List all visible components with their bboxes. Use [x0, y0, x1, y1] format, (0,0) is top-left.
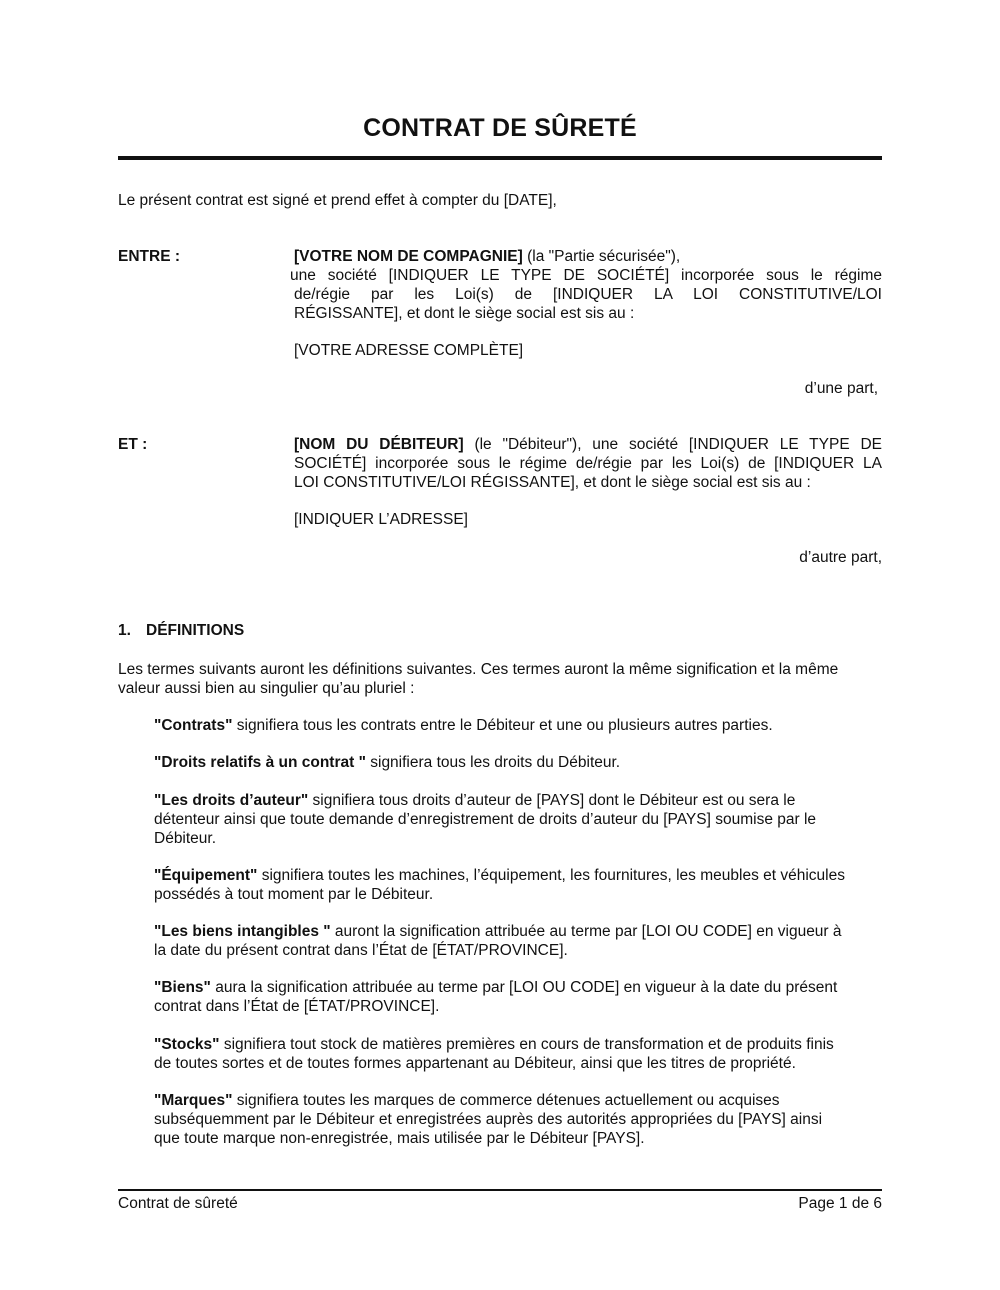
party-entre-role: (la "Partie sécurisée"),	[522, 248, 681, 265]
definition-text: aura la signification attribuée au terme par [LOI OU CODE] en vigueur à la date du présent	[210, 979, 838, 996]
definition-equipement	[154, 866, 882, 904]
party-et-closing: d’autre part,	[799, 549, 882, 566]
party-entre-address: [VOTRE ADRESSE COMPLÈTE]	[294, 342, 524, 359]
definition-term: "Stocks"	[154, 1036, 220, 1053]
section-heading-definitions	[118, 622, 244, 640]
footer-page-number: Page 1 de 6	[798, 1195, 882, 1212]
definition-term: "Droits relatifs à un contrat "	[154, 754, 366, 771]
definition-term: "Équipement"	[154, 867, 258, 884]
party-et-name: [NOM DU DÉBITEUR]	[294, 436, 464, 453]
party-et-block	[294, 435, 882, 492]
footer-divider	[118, 1189, 882, 1191]
intro-paragraph: Le présent contrat est signé et prend effet à compter du [DATE],	[118, 192, 557, 209]
definition-biens-intangibles	[154, 922, 882, 960]
definition-contrats	[154, 716, 882, 735]
definition-term: "Les droits d’auteur"	[154, 792, 309, 809]
party-entre-block	[290, 247, 882, 323]
definition-text: signifiera tous les droits du Débiteur.	[365, 754, 621, 771]
party-label-et: ET :	[118, 436, 148, 453]
party-entre-name: [VOTRE NOM DE COMPAGNIE]	[294, 248, 523, 265]
section-intro-line-1: Les termes suivants auront les définitions suivantes. Ces termes auront la même signification et la même	[118, 661, 839, 678]
party-entre-line-2: de/régie par les Loi(s) de [INDIQUER LA LOI CONSTITUTIVE/LOI	[294, 286, 882, 303]
party-entre-line-3: RÉGISSANTE], et dont le siège social est sis au :	[294, 305, 635, 322]
definition-text: signifiera toutes les machines, l’équipement, les fournitures, les meubles et véhicules	[257, 867, 845, 884]
definition-term: "Marques"	[154, 1092, 233, 1109]
title-divider	[118, 156, 882, 160]
footer-document-name: Contrat de sûreté	[118, 1195, 238, 1212]
party-entre-line-1: une société [INDIQUER LE TYPE DE SOCIÉTÉ] incorporée sous le régime	[290, 267, 882, 284]
definition-text: que toute marque non-enregistrée, mais utilisée par le Débiteur [PAYS].	[154, 1130, 645, 1147]
definition-biens	[154, 978, 882, 1016]
definition-text: signifiera tous droits d’auteur de [PAYS] dont le Débiteur est ou sera le	[308, 792, 796, 809]
definition-text: contrat dans l’État de [ÉTAT/PROVINCE].	[154, 998, 440, 1015]
party-et-line-2: LOI CONSTITUTIVE/LOI RÉGISSANTE], et dont le siège social est sis au :	[294, 474, 811, 491]
document-title: CONTRAT DE SÛRETÉ	[363, 114, 637, 142]
definition-text: de toutes sortes et de toutes formes appartenant au Débiteur, ainsi que les titres de propriété.	[154, 1055, 796, 1072]
definition-text: auront la signification attribuée au terme par [LOI OU CODE] en vigueur à	[330, 923, 842, 940]
definition-term: "Biens"	[154, 979, 211, 996]
definition-stocks	[154, 1035, 882, 1073]
definition-droits-contrat	[154, 753, 882, 772]
party-et-role: (le "Débiteur"), une société [INDIQUER LE TYPE DE	[463, 436, 882, 453]
definition-droits-auteur	[154, 791, 882, 848]
section-title: DÉFINITIONS	[146, 622, 245, 639]
party-et-address: [INDIQUER L’ADRESSE]	[294, 511, 468, 528]
definition-text: signifiera tous les contrats entre le Débiteur et une ou plusieurs autres parties.	[232, 717, 773, 734]
definition-text: possédés à tout moment par le Débiteur.	[154, 886, 434, 903]
definition-term: "Les biens intangibles "	[154, 923, 331, 940]
definition-text: Débiteur.	[154, 830, 217, 847]
definition-text: la date du présent contrat dans l’État de [ÉTAT/PROVINCE].	[154, 942, 568, 959]
party-label-entre: ENTRE :	[118, 248, 180, 265]
definition-marques	[154, 1091, 882, 1148]
party-entre-closing: d’une part,	[804, 380, 878, 397]
definition-text: détenteur ainsi que toute demande d’enregistrement de droits d’auteur du [PAYS] soumise par le	[154, 811, 817, 828]
section-intro-line-2: valeur aussi bien au singulier qu’au pluriel :	[118, 680, 415, 697]
section-number: 1.	[118, 622, 131, 639]
party-et-line-1: SOCIÉTÉ] incorporée sous le régime de/régie par les Loi(s) de [INDIQUER LA	[294, 455, 882, 472]
definition-term: "Contrats"	[154, 717, 233, 734]
definition-text: signifiera tout stock de matières premières en cours de transformation et de produits finis	[219, 1036, 834, 1053]
definition-text: signifiera toutes les marques de commerce détenues actuellement ou acquises	[232, 1092, 780, 1109]
definition-text: subséquemment par le Débiteur et enregistrées auprès des autorités appropriées du [PAYS] ainsi	[154, 1111, 823, 1128]
